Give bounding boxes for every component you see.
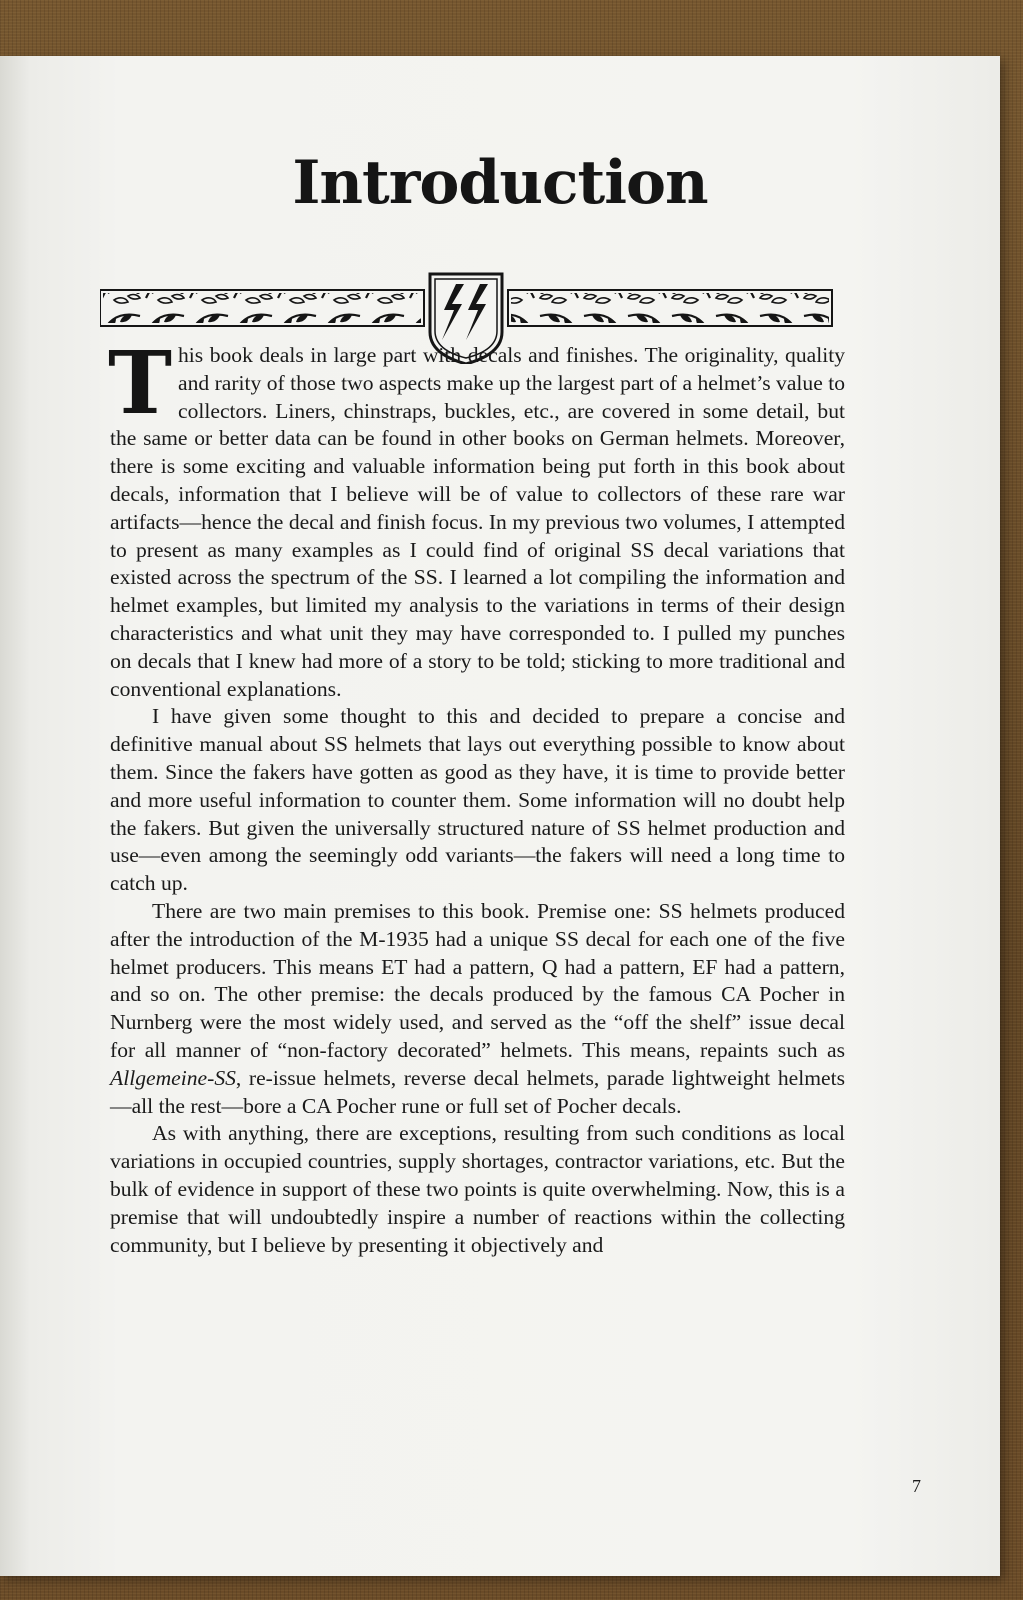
drop-cap: T	[108, 333, 172, 434]
paragraph-4: As with anything, there are exceptions, resulting from such conditions as local variations in occupied countries, supply shortages, contractor variations, etc. But the bulk of evidence in support of these two points is quite overwhelming. Now, this is a premise that will undoubtedly inspire a number of reactions within the collecting community, but I believe by presenting it objectively and	[110, 1121, 845, 1257]
page-title: Introduction	[292, 148, 708, 218]
body-text	[108, 333, 846, 1259]
paragraph-3: There are two main premises to this book. Premise one: SS helmets produced after the introduction of the M-1935 had a unique SS decal for each one of the five helmet producers. This means ET had a pattern, Q had a pattern, EF had a pattern, and so on. The other premise: the decals produced by the famous CA Pocher in Nurnberg were the most widely used, and served as the “off the shelf” issue decal for all manner of “non-factory decorated” helmets. This means, repaints such as Allgemeine-SS, re-issue helmets, reverse decal helmets, parade lightweight helmets—all the rest—bore a CA Pocher rune or full set of Pocher decals.	[110, 898, 845, 1118]
paragraph-2: I have given some thought to this and decided to prepare a concise and definitive manual about SS helmets that lays out everything possible to know about them. Since the fakers have gotten as good as they have, it is time to provide better and more useful information to counter them. Some information will no doubt help the fakers. But given the universally structured nature of SS helmet production and use—even among the seemingly odd variants—the fakers will need a long time to catch up.	[110, 704, 845, 896]
page-number: 7	[912, 1476, 921, 1496]
paragraph-1: This book deals in large part with decals and finishes. The originality, quality and rarity of those two aspects make up the largest part of a helmet’s value to collectors. Liners, chinstraps, buckles, etc., are covered in some detail, but the same or better data can be found in other books on German helmets. Moreover, there is some exciting and valuable information being put forth in this book about decals, information that I believe will be of value to collectors of these rare war artifacts—hence the decal and finish focus. In my previous two volumes, I attempted to present as many examples as I could find of original SS decal variations that existed across the spectrum of the SS. I learned a lot compiling the information and helmet examples, but limited my analysis to the variations in terms of their design characteristics and what unit they may have corresponded to. I pulled my punches on decals that I knew had more of a story to be told; sticking to more traditional and conventional explanations.	[108, 333, 846, 701]
book-page	[0, 56, 1000, 1576]
